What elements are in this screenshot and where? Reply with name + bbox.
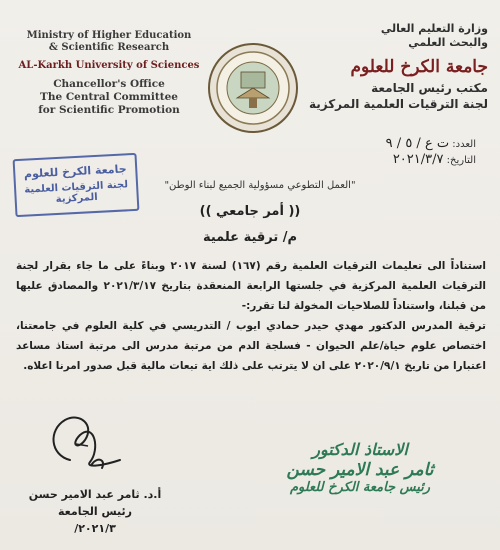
slogan: "العمل التطوعي مسؤولية الجميع لبناء الوطن" [164, 180, 356, 191]
committee-line2-en: for Scientific Promotion [38, 104, 180, 116]
committee-name-ar: لجنة الترقيات العلمية المركزية [308, 97, 488, 111]
header-english [14, 30, 204, 117]
stamp-line2: لجنة الترقيات العلمية المركزية [24, 179, 129, 206]
number-label: العدد: [452, 139, 476, 150]
university-name-ar: جامعة الكرخ للعلوم [350, 57, 488, 77]
green-signature-line1: الاستاذ الدكتور [312, 440, 408, 459]
green-signature-line2: ثامر عبد الامير حسن [286, 460, 434, 480]
date-value: ٢٠٢١/٣/٧ [392, 152, 444, 167]
ministry-line2-ar: والبحث العلمي [408, 36, 488, 49]
date-label: التاريخ: [446, 155, 476, 166]
handwritten-signature [40, 400, 140, 480]
signatory-block [20, 486, 170, 537]
ministry-line2-en: & Scientific Research [48, 42, 170, 53]
green-signature-line3: رئيس جامعة الكرخ للعلوم [289, 480, 431, 495]
subject-line: م/ ترقية علمية [202, 230, 298, 245]
committee-stamp [13, 153, 140, 217]
order-title: (( أمر جامعي )) [199, 204, 301, 219]
body-paragraph-1: استناداً الى تعليمات الترقيات العلمية رقم (١٦٧) لسنة ٢٠١٧ وبناءً على ما جاء بقرار لجنة الترقيات العلمية المركزية في جلستها الرابعة المنعقدة بتاريخ ٢٠٢١/٣/١٧ والمصادق عليها من قبلنا، واستناداً للصلاحيات المخولة لنا تقرر:- [16, 260, 486, 312]
stamp-line1: جامعة الكرخ للعلوم [23, 162, 127, 181]
university-name-en: AL-Karkh University of Sciences [18, 60, 200, 71]
header-arabic [278, 22, 488, 112]
ministry-line1-ar: وزارة التعليم العالي [380, 22, 488, 35]
office-name-ar: مكتب رئيس الجامعة [371, 81, 488, 95]
ministry-line1-en: Ministry of Higher Education [26, 30, 192, 41]
document-date [386, 152, 476, 168]
signatory-name: أ.د. ثامر عبد الامير حسن [28, 488, 162, 501]
office-name-en: Chancellor's Office [53, 78, 165, 90]
signatory-date: ٢٠٢١/٣/ [74, 522, 116, 535]
document-meta [386, 136, 476, 168]
body-paragraph-2: ترقية المدرس الدكتور مهدي حيدر حمادي ايوب / التدريسي في كلية العلوم في جامعتنا، اختصاص علوم حياة/علم الحيوان - فسلجة الدم من مرتبة مدرس الى مرتبة استاذ مساعد اعتبارا من تاريخ ٢٠٢٠/٩/١ على ان لا يترتب على ذلك اية تبعات مالية قبل صدور امرنا اعلاه. [16, 320, 486, 372]
document-number [386, 136, 476, 152]
green-signature-stamp [260, 440, 460, 496]
number-value: ت ع / ٥ / ٩ [385, 136, 450, 151]
committee-line1-en: The Central Committee [40, 91, 178, 103]
signatory-title: رئيس الجامعة [58, 505, 132, 518]
